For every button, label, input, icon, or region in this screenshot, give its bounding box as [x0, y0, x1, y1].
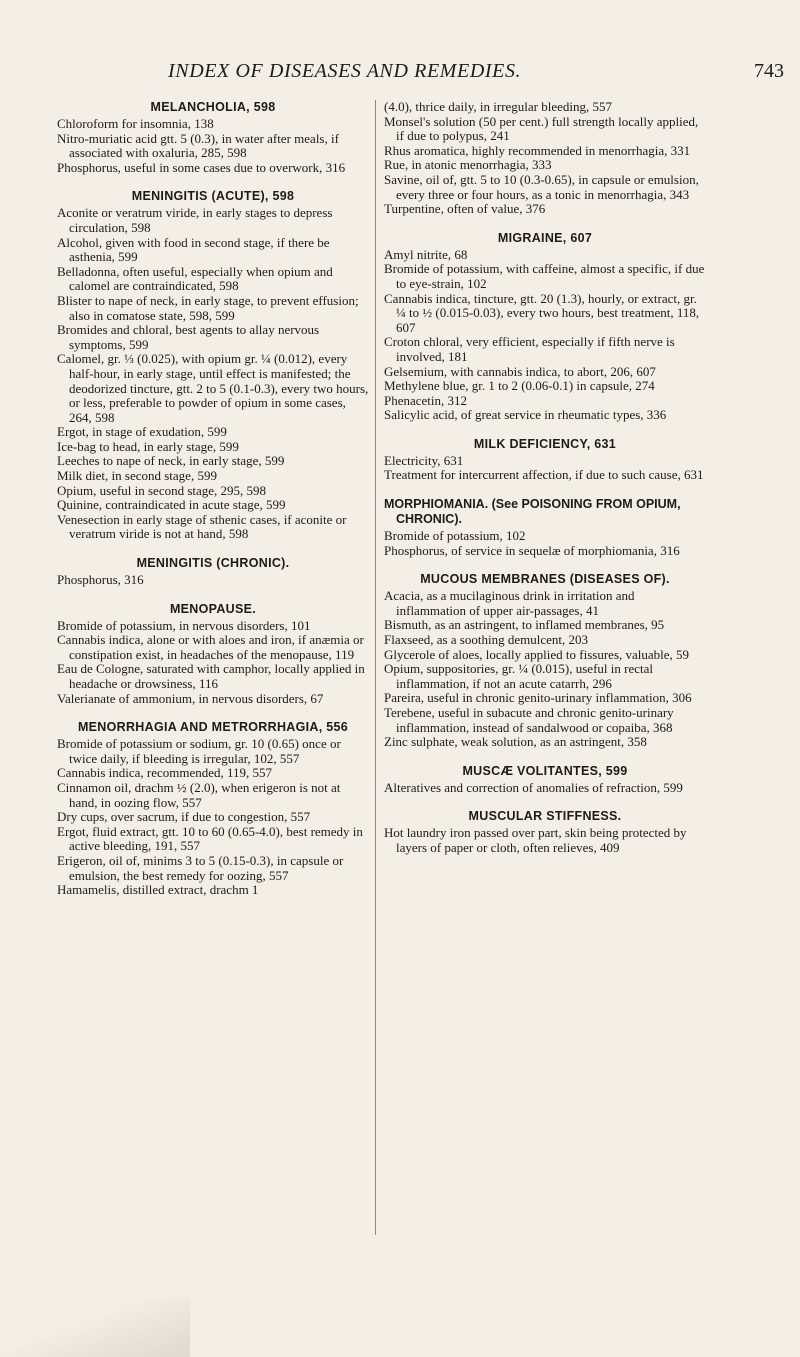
index-entry: Opium, useful in second stage, 295, 598	[57, 482, 267, 498]
section-heading: MIGRAINE, 607	[497, 230, 593, 245]
index-entry: Quinine, contraindicated in acute stage, 599	[57, 497, 286, 513]
section-heading: MUCOUS MEMBRANES (DISEASES OF).	[420, 572, 670, 587]
index-entry: Croton chloral, very efficient, especially if fifth nerve is involved, 181	[384, 334, 675, 364]
index-entry: Alteratives and correction of anomalies of refraction, 599	[384, 779, 683, 795]
index-entry: Gelsemium, with cannabis indica, to abort, 206, 607	[384, 363, 656, 379]
index-entry: Aconite or veratrum viride, in early stages to depress circulation, 598	[57, 205, 333, 235]
index-entry: (4.0), thrice daily, in irregular bleeding, 557	[384, 99, 613, 114]
index-entry: Bromide of potassium, in nervous disorders, 101	[57, 617, 311, 633]
index-entry: Valerianate of ammonium, in nervous disorders, 67	[57, 690, 324, 706]
index-section-continued-0	[384, 100, 706, 217]
index-section-menorrhagia-and-metrorrhagia-556	[57, 720, 369, 898]
index-entry: Alcohol, given with food in second stage, if there be asthenia, 599	[57, 234, 330, 265]
column-divider	[375, 100, 376, 1235]
page-corner-shadow	[0, 1297, 190, 1357]
index-entry: Acacia, as a mucilaginous drink in irritation and inflammation of upper air-passages, 41	[384, 588, 635, 618]
page-header	[0, 0, 800, 92]
index-entry: Bromide of potassium, with caffeine, almost a specific, if due to eye-strain, 102	[384, 261, 705, 291]
index-entry: Rhus aromatica, highly recommended in menorrhagia, 331	[384, 142, 691, 158]
index-entry: Treatment for intercurrent affection, if due to such cause, 631	[384, 467, 704, 483]
index-entry: Monsel's solution (50 per cent.) full strength locally applied, if due to polypus, 241	[384, 113, 699, 144]
section-heading: MENORRHAGIA AND METRORRHAGIA, 556	[77, 720, 349, 735]
index-entry: Methylene blue, gr. 1 to 2 (0.06-0.1) in capsule, 274	[384, 378, 655, 394]
index-entry: Turpentine, often of value, 376	[384, 201, 546, 217]
right-column	[384, 100, 706, 870]
index-entry: Phosphorus, 316	[57, 572, 144, 588]
index-entry: Venesection in early stage of sthenic cases, if aconite or veratrum viride is not at hand, 598	[57, 511, 347, 542]
index-entry: Phosphorus, useful in some cases due to overwork, 316	[57, 159, 346, 175]
index-entry: Cannabis indica, recommended, 119, 557	[57, 765, 273, 781]
index-entry: Chloroform for insomnia, 138	[57, 116, 214, 131]
index-entry: Flaxseed, as a soothing demulcent, 203	[384, 632, 588, 648]
index-section-melancholia-598	[57, 100, 369, 175]
section-heading: MENOPAUSE.	[169, 601, 257, 616]
index-entry: Salicylic acid, of great service in rheumatic types, 336	[384, 407, 667, 423]
index-entry: Rue, in atonic menorrhagia, 333	[384, 157, 552, 173]
section-heading: MUSCÆ VOLITANTES, 599	[462, 763, 628, 778]
index-entry: Eau de Cologne, saturated with camphor, locally applied in headache or drowsiness, 116	[57, 661, 365, 691]
index-entry: Milk diet, in second stage, 599	[57, 468, 217, 484]
index-entry: Hot laundry iron passed over part, skin being protected by layers of paper or cloth, often relieves, 409	[384, 825, 687, 855]
section-heading: MILK DEFICIENCY, 631	[473, 436, 617, 451]
section-heading: MELANCHOLIA, 598	[150, 100, 276, 114]
index-section-meningitis-acute-598	[57, 189, 369, 542]
index-entry: Zinc sulphate, weak solution, as an astringent, 358	[384, 734, 647, 750]
index-section-mucous-membranes-diseases-of	[384, 572, 706, 750]
index-entry: Ice-bag to head, in early stage, 599	[57, 438, 239, 454]
section-heading-cross-reference: MORPHIOMANIA. (See POISONING FROM OPIUM, CHRONIC).	[384, 497, 681, 527]
index-entry: Leeches to nape of neck, in early stage, 599	[57, 453, 285, 469]
index-entry: Amyl nitrite, 68	[384, 246, 468, 262]
index-entry: Dry cups, over sacrum, if due to congestion, 557	[57, 809, 311, 825]
index-entry: Electricity, 631	[384, 452, 464, 468]
index-section-morphiomania-see-poisoning-from-opium-ch	[384, 497, 706, 558]
index-entry: Cannabis indica, tincture, gtt. 20 (1.3), hourly, or extract, gr. ¼ to ½ (0.015-0.03), every two hours, best treatment, 118, 607	[384, 290, 700, 335]
index-entry: Phenacetin, 312	[384, 392, 468, 408]
index-section-meningitis-chronic	[57, 556, 369, 588]
index-section-migraine-607	[384, 231, 706, 423]
index-section-musc-volitantes-599	[384, 764, 706, 796]
section-heading: MUSCULAR STIFFNESS.	[468, 809, 622, 824]
section-heading: MENINGITIS (CHRONIC).	[136, 556, 290, 571]
index-entry: Nitro-muriatic acid gtt. 5 (0.3), in water after meals, if associated with oxaluria, 285, 598	[57, 130, 339, 161]
index-entry: Belladonna, often useful, especially when opium and calomel are contraindicated, 598	[57, 263, 333, 294]
index-entry: Cannabis indica, alone or with aloes and iron, if anæmia or constipation exist, in headaches of the menopause, 119	[57, 632, 364, 662]
index-entry: Bromide of potassium, 102	[384, 528, 526, 544]
running-title: INDEX OF DISEASES AND REMEDIES.	[168, 60, 522, 82]
index-entry: Phosphorus, of service in sequelæ of morphiomania, 316	[384, 542, 680, 558]
index-entry: Savine, oil of, gtt. 5 to 10 (0.3-0.65), in capsule or emulsion, every three or four hours, as a tonic in menorrhagia, 343	[384, 171, 699, 202]
index-entry: Hamamelis, distilled extract, drachm 1	[57, 882, 259, 898]
index-entry: Calomel, gr. ⅓ (0.025), with opium gr. ¼ (0.012), every half-hour, in early stage, until effect is manifested; the deodorized tincture, gtt. 2 to 5 (0.1-0.3), every two hours, or less, preferable to powder of opium in some cases, 264, 598	[57, 351, 369, 425]
left-column	[57, 100, 369, 912]
index-entry: Pareira, useful in chronic genito-urinary inflammation, 306	[384, 690, 692, 706]
index-entry: Bromides and chloral, best agents to allay nervous symptoms, 599	[57, 322, 320, 352]
index-entry: Cinnamon oil, drachm ½ (2.0), when erigeron is not at hand, in oozing flow, 557	[57, 779, 341, 810]
index-entry: Terebene, useful in subacute and chronic genito-urinary inflammation, instead of sandalwood or copaiba, 368	[384, 705, 674, 735]
index-entry: Bismuth, as an astringent, to inflamed membranes, 95	[384, 617, 665, 633]
index-section-menopause	[57, 602, 369, 707]
index-entry: Ergot, in stage of exudation, 599	[57, 424, 227, 440]
index-entry: Blister to nape of neck, in early stage, to prevent effusion; also in comatose state, 598, 599	[57, 292, 359, 323]
index-section-muscular-stiffness	[384, 809, 706, 855]
page-number: 743	[754, 60, 784, 82]
index-entry: Opium, suppositories, gr. ¼ (0.015), useful in rectal inflammation, if not an acute catarrh, 296	[384, 661, 653, 691]
index-entry: Erigeron, oil of, minims 3 to 5 (0.15-0.3), in capsule or emulsion, the best remedy for oozing, 557	[57, 852, 344, 883]
index-entry: Glycerole of aloes, locally applied to fissures, valuable, 59	[384, 646, 690, 662]
index-entry: Bromide of potassium or sodium, gr. 10 (0.65) once or twice daily, if bleeding is irregular, 102, 557	[57, 736, 341, 766]
index-section-milk-deficiency-631	[384, 437, 706, 483]
index-entry: Ergot, fluid extract, gtt. 10 to 60 (0.65-4.0), best remedy in active bleeding, 191, 557	[57, 823, 363, 854]
section-heading: MENINGITIS (ACUTE), 598	[131, 189, 295, 204]
